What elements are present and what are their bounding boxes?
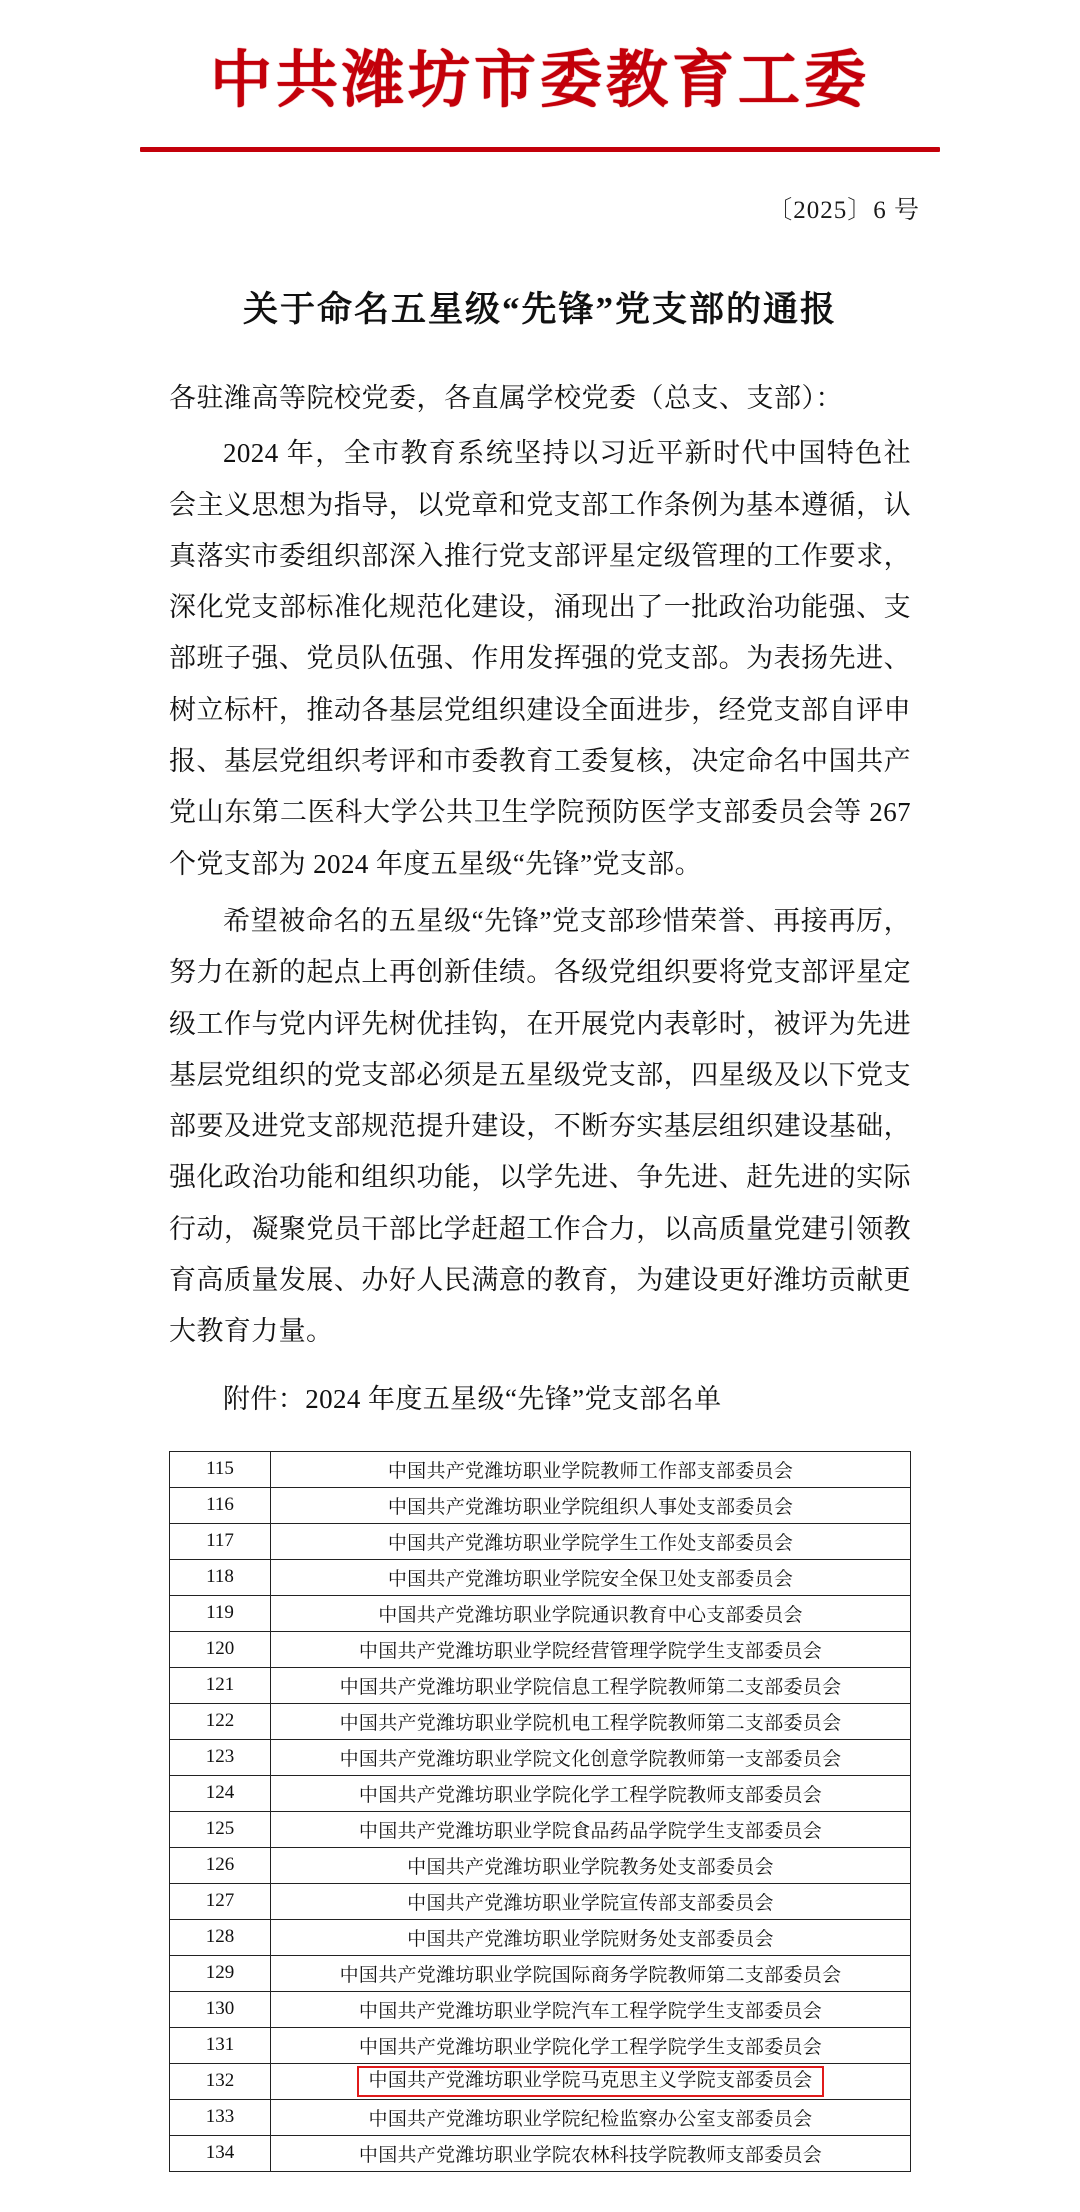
table-row (170, 1523, 911, 1559)
table-row (170, 1451, 911, 1487)
row-index: 123 (170, 1739, 271, 1775)
masthead-divider (140, 147, 940, 152)
row-branch-name: 中国共产党潍坊职业学院食品药品学院学生支部委员会 (271, 1811, 911, 1847)
document-body (169, 332, 911, 1425)
row-index: 120 (170, 1631, 271, 1667)
row-index: 117 (170, 1523, 271, 1559)
row-index: 132 (170, 2063, 271, 2099)
row-branch-name: 中国共产党潍坊职业学院机电工程学院教师第二支部委员会 (271, 1703, 911, 1739)
row-index: 119 (170, 1595, 271, 1631)
row-index: 115 (170, 1451, 271, 1487)
branch-list-table (169, 1451, 911, 2172)
row-index: 133 (170, 2099, 271, 2135)
row-branch-name: 中国共产党潍坊职业学院学生工作处支部委员会 (271, 1523, 911, 1559)
body-paragraph-2: 希望被命名的五星级“先锋”党支部珍惜荣誉、再接再厉，努力在新的起点上再创新佳绩。各级党组织要将党支部评星定级工作与党内评先树优挂钩，在开展党内表彰时，被评为先进基层党组织的党支部必须是五星级党支部，四星级及以下党支部要及进党支部规范提升建设，不断夯实基层组织建设基础，强化政治功能和组织功能，以学先进、争先进、赶先进的实际行动，凝聚党员干部比学赶超工作合力，以高质量党建引领教育高质量发展、办好人民满意的教育，为建设更好潍坊贡献更大教育力量。 (169, 905, 911, 1347)
row-branch-name: 中国共产党潍坊职业学院教务处支部委员会 (271, 1847, 911, 1883)
row-branch-name: 中国共产党潍坊职业学院国际商务学院教师第二支部委员会 (271, 1955, 911, 1991)
table-row (170, 1919, 911, 1955)
attachment-label: 附件：2024 年度五星级“先锋”党支部名单 (223, 1383, 722, 1414)
branch-list-body (170, 1451, 911, 2171)
row-index: 116 (170, 1487, 271, 1523)
row-branch-name (271, 2063, 911, 2099)
row-branch-name: 中国共产党潍坊职业学院宣传部支部委员会 (271, 1883, 911, 1919)
row-index: 126 (170, 1847, 271, 1883)
document-number: 〔2025〕6 号 (767, 197, 920, 225)
page-title: 关于命名五星级“先锋”党支部的通报 (242, 290, 837, 330)
row-index: 128 (170, 1919, 271, 1955)
row-branch-name: 中国共产党潍坊职业学院汽车工程学院学生支部委员会 (271, 1991, 911, 2027)
table-row (170, 2135, 911, 2171)
row-index: 130 (170, 1991, 271, 2027)
table-row (170, 1559, 911, 1595)
row-index: 134 (170, 2135, 271, 2171)
table-row (170, 1739, 911, 1775)
table-row (170, 2099, 911, 2135)
row-index: 118 (170, 1559, 271, 1595)
salutation: 各驻潍高等院校党委，各直属学校党委（总支、支部）： (169, 383, 843, 414)
row-index: 129 (170, 1955, 271, 1991)
table-row (170, 1775, 911, 1811)
row-branch-name: 中国共产党潍坊职业学院纪检监察办公室支部委员会 (271, 2099, 911, 2135)
table-row (170, 1883, 911, 1919)
row-index: 131 (170, 2027, 271, 2063)
row-index: 127 (170, 1883, 271, 1919)
document-number-row (0, 190, 1080, 226)
table-row (170, 2063, 911, 2099)
row-index: 121 (170, 1667, 271, 1703)
row-branch-name: 中国共产党潍坊职业学院化学工程学院教师支部委员会 (271, 1775, 911, 1811)
row-branch-name: 中国共产党潍坊职业学院安全保卫处支部委员会 (271, 1559, 911, 1595)
row-branch-name: 中国共产党潍坊职业学院财务处支部委员会 (271, 1919, 911, 1955)
table-row (170, 1955, 911, 1991)
row-branch-name: 中国共产党潍坊职业学院通识教育中心支部委员会 (271, 1595, 911, 1631)
row-branch-name: 中国共产党潍坊职业学院经营管理学院学生支部委员会 (271, 1631, 911, 1667)
table-row (170, 1847, 911, 1883)
issuing-authority-title: 中共潍坊市委教育工委 (209, 47, 870, 115)
branch-list-table-wrap (169, 1451, 911, 2172)
table-row (170, 1991, 911, 2027)
row-branch-name: 中国共产党潍坊职业学院化学工程学院学生支部委员会 (271, 2027, 911, 2063)
row-branch-name: 中国共产党潍坊职业学院农林科技学院教师支部委员会 (271, 2135, 911, 2171)
table-row (170, 1595, 911, 1631)
row-branch-name: 中国共产党潍坊职业学院信息工程学院教师第二支部委员会 (271, 1667, 911, 1703)
row-branch-name: 中国共产党潍坊职业学院教师工作部支部委员会 (271, 1451, 911, 1487)
table-row (170, 1487, 911, 1523)
masthead (0, 0, 1080, 152)
row-index: 124 (170, 1775, 271, 1811)
body-paragraph-1: 2024 年，全市教育系统坚持以习近平新时代中国特色社会主义思想为指导，以党章和党支部工作条例为基本遵循，认真落实市委组织部深入推行党支部评星定级管理的工作要求，深化党支部标准化规范化建设，涌现出了一批政治功能强、支部班子强、党员队伍强、作用发挥强的党支部。为表扬先进、树立标杆，推动各基层党组织建设全面进步，经党支部自评申报、基层党组织考评和市委教育工委复核，决定命名中国共产党山东第二医科大学公共卫生学院预防医学支部委员会等 267 个党支部为 2024 年度五星级“先锋”党支部。 (169, 438, 911, 879)
table-row (170, 1667, 911, 1703)
table-row (170, 1631, 911, 1667)
row-branch-name: 中国共产党潍坊职业学院文化创意学院教师第一支部委员会 (271, 1739, 911, 1775)
table-row (170, 1811, 911, 1847)
row-branch-name: 中国共产党潍坊职业学院组织人事处支部委员会 (271, 1487, 911, 1523)
table-row (170, 2027, 911, 2063)
row-index: 122 (170, 1703, 271, 1739)
table-row (170, 1703, 911, 1739)
row-index: 125 (170, 1811, 271, 1847)
highlight-box: 中国共产党潍坊职业学院马克思主义学院支部委员会 (357, 2066, 825, 2097)
